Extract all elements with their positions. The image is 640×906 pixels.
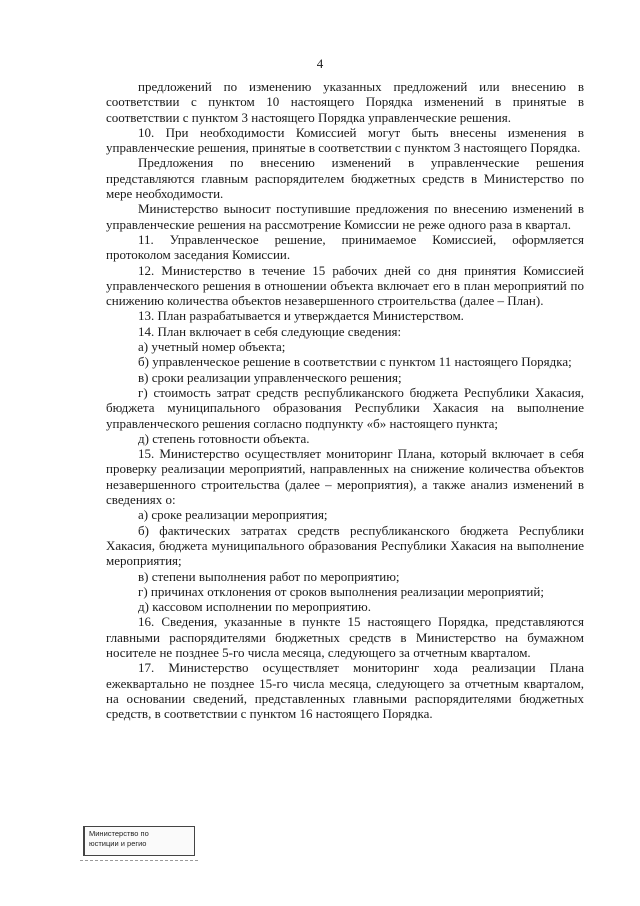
paragraph-continuation: предложений по изменению указанных предложений или внесению в соответствии с пунктом 10 настоящего Порядка изменений в принятые в соответствии с пунктом 3 настоящего Порядка управленческие решения. <box>106 79 584 125</box>
registration-stamp <box>83 826 195 856</box>
paragraph-15-g: г) причинах отклонения от сроков выполнения реализации мероприятий; <box>138 583 544 599</box>
stamp-line-2: юстиции и регио <box>89 839 147 848</box>
paragraph-14-v: в) сроки реализации управленческого решения; <box>138 369 402 385</box>
paragraph-11: 11. Управленческое решение, принимаемое Комиссией, оформляется протоколом заседания Комиссии. <box>106 231 584 263</box>
paragraph-15-d: д) кассовом исполнении по мероприятию. <box>138 599 371 615</box>
paragraph-14-a: а) учетный номер объекта; <box>138 339 286 355</box>
paragraph-15-v: в) степени выполнения работ по мероприятию; <box>138 568 400 584</box>
paragraph-13: 13. План разрабатывается и утверждается Министерством. <box>138 308 464 324</box>
document-body <box>106 79 584 721</box>
stamp-line-1: Министерство по <box>89 829 149 838</box>
paragraph-16: 16. Сведения, указанные в пункте 15 настоящего Порядка, представляются главными распорядителями бюджетных средств в Министерство на бумажном носителе не позднее 5-го числа месяца, следующего за отчетным кварталом. <box>106 614 584 660</box>
paragraph-14-d: д) степень готовности объекта. <box>138 430 310 446</box>
page-number: 4 <box>316 56 324 71</box>
paragraph-15-b: б) фактических затратах средств республиканского бюджета Республики Хакасия, бюджета муниципального образования Республики Хакасия на выполнение мероприятия; <box>106 522 584 569</box>
paragraph-10-proposals: Предложения по внесению изменений в управленческие решения представляются главным распорядителем бюджетных средств в Министерство по мере необходимости. <box>106 155 584 202</box>
paragraph-14-b: б) управленческое решение в соответствии с пунктом 11 настоящего Порядка; <box>138 354 572 370</box>
paragraph-12: 12. Министерство в течение 15 рабочих дней со дня принятия Комиссией управленческого решения в отношении объекта включает его в план мероприятий по снижению количества объектов незавершенного строительства (далее – План). <box>106 262 584 309</box>
paragraph-15: 15. Министерство осуществляет мониторинг Плана, который включает в себя проверку реализации мероприятий, направленных на снижение количества объектов незавершенного строительства (далее – мероприятия), а также анализ изменений в сведениях о: <box>106 446 584 508</box>
paragraph-17: 17. Министерство осуществляет мониторинг хода реализации Плана ежеквартально не позднее 15-го числа месяца, следующего за отчетным кварталом, на основании сведений, представленных главными распорядителями бюджетных средств, в соответствии с пунктом 16 настоящего Порядка. <box>106 660 584 722</box>
paragraph-10-ministry: Министерство выносит поступившие предложения по внесению изменений в управленческие решения на рассмотрение Комиссии не реже одного раза в квартал. <box>106 201 584 232</box>
paragraph-14: 14. План включает в себя следующие сведения: <box>138 323 402 339</box>
paragraph-14-g: г) стоимость затрат средств республиканского бюджета Республики Хакасия, бюджета муниципального образования Республики Хакасия на выполнение управленческого решения согласно подпункту «б» настоящего пункта; <box>106 384 584 431</box>
paragraph-15-a: а) сроке реализации мероприятия; <box>138 507 328 523</box>
paragraph-10: 10. При необходимости Комиссией могут быть внесены изменения в управленческие решения, принятые в соответствии с пунктом 3 настоящего Порядка. <box>106 124 584 156</box>
stamp-underline <box>80 860 198 862</box>
